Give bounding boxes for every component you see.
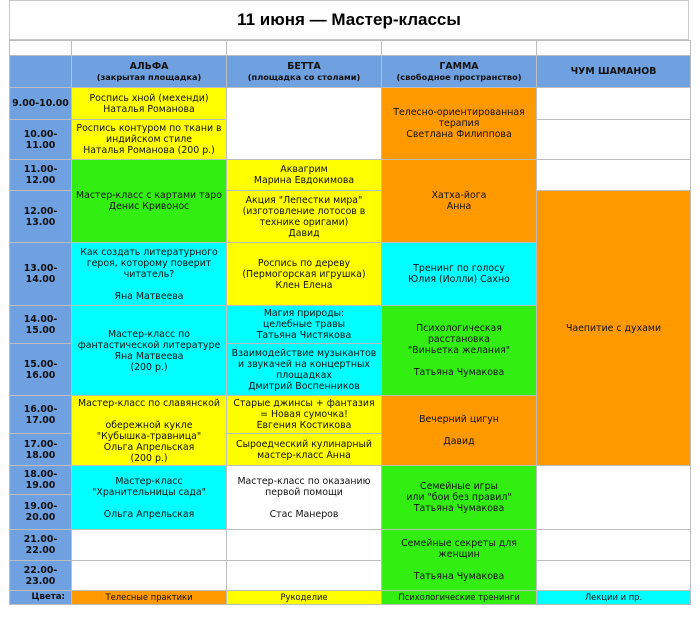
empty-cell [72,561,227,591]
page-title: 11 июня — Мастер-классы [9,0,689,40]
time-cell: 9.00-10.00 [10,88,72,120]
empty-cell [537,88,691,120]
spacer-row [10,41,691,56]
event-cell: Роспись хной (мехенди) Наталья Романова [72,88,227,120]
spacer-cell [72,41,227,56]
event-cell: Тренинг по голосу Юлия (Иолли) Сахно [382,243,537,306]
schedule-table [9,40,691,605]
time-cell: 21.00-22.00 [10,530,72,561]
time-cell: 11.00-12.00 [10,160,72,191]
column-header-gamma [382,56,537,88]
event-cell: Мастер-класс "Хранительницы сада" Ольга Апрельская [72,466,227,530]
time-cell: 16.00-17.00 [10,396,72,434]
event-cell: Мастер-класс с картами таро Денис Кривонос [72,160,227,243]
column-header-chum [537,56,691,88]
event-cell: Чаепитие с духами [537,191,691,466]
column-name: БЕТТА [287,60,321,72]
event-cell: Роспись по дереву (Пермогорская игрушка) Клен Елена [227,243,382,306]
event-cell: Магия природы: целебные травы Татьяна Чистякова [227,306,382,344]
event-cell: Вечерний цигун Давид [382,396,537,466]
time-cell: 15.00-16.00 [10,344,72,396]
empty-cell [227,561,382,591]
legend-label: Цвета: [10,591,72,605]
event-cell: Аквагрим Марина Евдокимова [227,160,382,191]
time-cell: 12.00-13.00 [10,191,72,243]
empty-cell [537,160,691,191]
table-row [10,530,691,561]
event-cell: Мастер-класс по оказанию первой помощи Стас Манеров [227,466,382,530]
event-cell: Роспись контуром по ткани в индийском стиле Наталья Романова (200 р.) [72,120,227,160]
event-cell: Мастер-класс по славянской обережной кукле "Кубышка-травница" Ольга Апрельская (200 р.) [72,396,227,466]
event-cell: Сыроедческий кулинарный мастер-класс Анна [227,434,382,466]
column-name: ЧУМ ШАМАНОВ [570,66,657,77]
column-name: ГАММА [439,60,479,72]
event-cell: Взаимодействие музыкантов и звукачей на концертных площадках Дмитрий Воспенников [227,344,382,396]
spacer-cell [10,41,72,56]
spacer-cell [227,41,382,56]
column-subtitle: (закрытая площадка) [96,71,202,82]
legend-item-lectures: Лекции и пр. [537,591,691,605]
empty-cell [72,530,227,561]
empty-cell [227,88,382,160]
time-cell: 17.00-18.00 [10,434,72,466]
column-header-alfa [72,56,227,88]
time-cell: 22.00-23.00 [10,561,72,591]
event-cell: Акция "Лепестки мира" (изготовление лотосов в технике оригами) Давид [227,191,382,243]
legend-item-handicraft: Рукоделие [227,591,382,605]
spacer-cell [382,41,537,56]
header-corner [10,56,72,88]
column-name: АЛЬФА [129,60,169,72]
empty-cell [537,120,691,160]
empty-cell [537,561,691,591]
time-cell: 13.00-14.00 [10,243,72,306]
header-row [10,56,691,88]
event-cell: Старые джинсы + фантазия = Новая сумочка! Евгения Костикова [227,396,382,434]
table-row [10,561,691,591]
event-cell: Хатха-йога Анна [382,160,537,243]
legend-item-psych-trainings: Психологические тренинги [382,591,537,605]
table-row [10,466,691,495]
event-cell: Семейные секреты для женщин Татьяна Чумакова [382,530,537,591]
empty-cell [537,530,691,561]
event-cell: Семейные игры или "бои без правил" Татьяна Чумакова [382,466,537,530]
time-cell: 10.00-11.00 [10,120,72,160]
legend-row [10,591,691,605]
time-cell: 14.00-15.00 [10,306,72,344]
column-header-betta [227,56,382,88]
legend-item-body-practices: Телесные практики [72,591,227,605]
time-cell: 18.00-19.00 [10,466,72,495]
spacer-cell [537,41,691,56]
column-subtitle: (площадка со столами) [247,71,361,82]
event-cell: Телесно-ориентированная терапия Светлана Филиппова [382,88,537,160]
time-cell: 19.00-20.00 [10,495,72,530]
empty-cell [227,530,382,561]
event-cell: Психологическая расстановка "Виньетка желания" Татьяна Чумакова [382,306,537,396]
table-row [10,160,691,191]
table-row [10,88,691,120]
event-cell: Как создать литературного героя, которому поверит читатель? Яна Матвеева [72,243,227,306]
event-cell: Мастер-класс по фантастической литературе Яна Матвеева (200 р.) [72,306,227,396]
column-subtitle: (свободное пространство) [396,71,522,82]
